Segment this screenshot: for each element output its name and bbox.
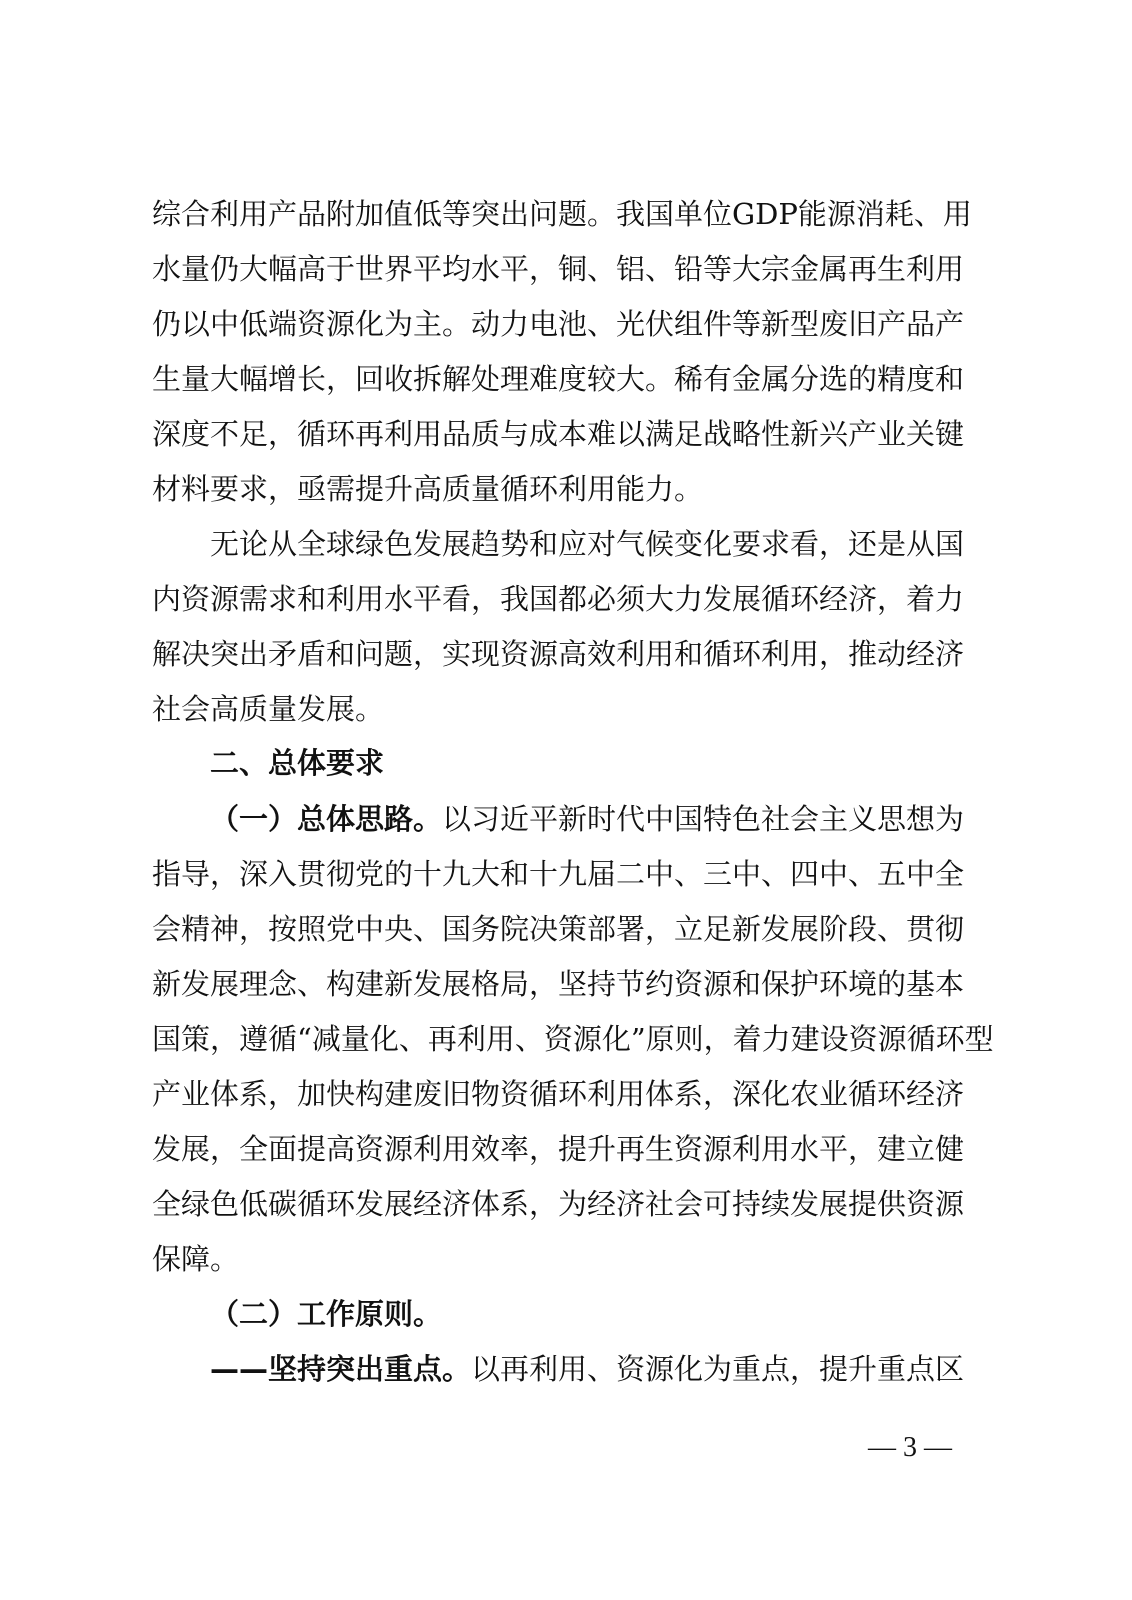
paragraph-line-3: 仍以中低端资源化为主。动力电池、光伏组件等新型废旧产品产	[152, 307, 965, 341]
subsection-text: 以习近平新时代中国特色社会主义思想为	[442, 802, 965, 836]
paragraph-line-10: 社会高质量发展。	[152, 692, 385, 726]
paragraph-line-15: 新发展理念、构建新发展格局，坚持节约资源和保护环境的基本	[152, 967, 965, 1001]
paragraph-line-18: 发展，全面提高资源利用效率，提升再生资源利用水平，建立健	[152, 1132, 965, 1166]
paragraph-line-9: 解决突出矛盾和问题，实现资源高效利用和循环利用，推动经济	[152, 637, 965, 671]
paragraph-line-1: 综合利用产品附加值低等突出问题。我国单位GDP能源消耗、用	[152, 197, 972, 231]
principle-title: ——坚持突出重点。	[210, 1352, 472, 1386]
subsection-title: （一）总体思路。	[210, 802, 443, 836]
paragraph-line-4: 生量大幅增长，回收拆解处理难度较大。稀有金属分选的精度和	[152, 362, 965, 396]
paragraph-line-2: 水量仍大幅高于世界平均水平，铜、铝、铅等大宗金属再生利用	[152, 252, 965, 286]
paragraph-line-8: 内资源需求和利用水平看，我国都必须大力发展循环经济，着力	[152, 582, 965, 616]
paragraph-line-12	[210, 799, 965, 839]
paragraph-line-14: 会精神，按照党中央、国务院决策部署，立足新发展阶段、贯彻	[152, 912, 965, 946]
paragraph-line-5: 深度不足，循环再利用品质与成本难以满足战略性新兴产业关键	[152, 417, 965, 451]
paragraph-line-17: 产业体系，加快构建废旧物资循环利用体系，深化农业循环经济	[152, 1077, 965, 1111]
work-principles-title	[210, 1294, 962, 1334]
paragraph-line-6: 材料要求，亟需提升高质量循环利用能力。	[152, 472, 704, 506]
paragraph-line-13: 指导，深入贯彻党的十九大和十九届二中、三中、四中、五中全	[152, 857, 965, 891]
paragraph-line-16: 国策，遵循“减量化、再利用、资源化”原则，着力建设资源循环型	[152, 1022, 994, 1056]
principle-text: 以再利用、资源化为重点，提升重点区	[471, 1352, 965, 1386]
paragraph-line-7: 无论从全球绿色发展趋势和应对气候变化要求看，还是从国	[210, 527, 965, 561]
page-number: — 3 —	[868, 1432, 952, 1463]
work-principles-heading: （二）工作原则。	[210, 1297, 443, 1331]
paragraph-line-23	[210, 1349, 965, 1389]
paragraph-line-19: 全绿色低碳循环发展经济体系，为经济社会可持续发展提供资源	[152, 1187, 965, 1221]
paragraph-line-20: 保障。	[152, 1242, 240, 1276]
section-heading: 二、总体要求	[210, 746, 385, 780]
